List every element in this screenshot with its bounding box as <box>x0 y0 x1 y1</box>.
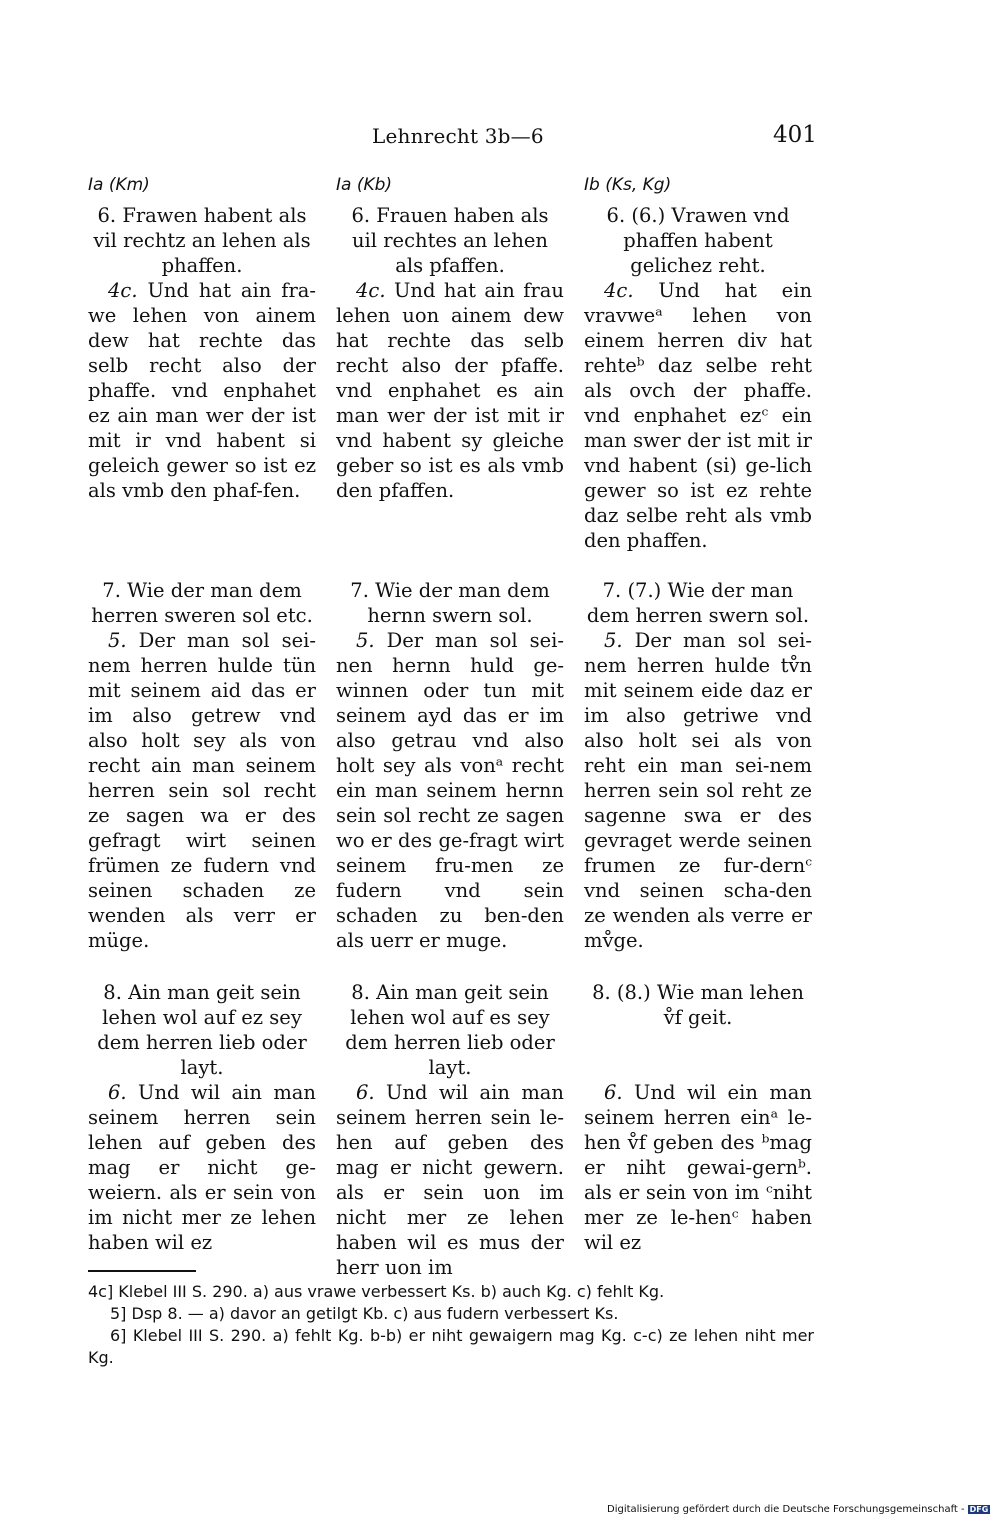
paragraph-body: Der man sol sei-nem herren hulde tv̊n mit seinem eide daz er im also getriwe vnd also holt sei als von reht ein man sei-nem herren sein sol reht ze sagenne swa er des gevraget werde seinen frumen ze fur-dernᶜ vnd seinen scha-den ze wenden als verre er mv̊ge. <box>584 629 812 952</box>
section-text <box>584 628 812 953</box>
paragraph-body: Und hat ein vravweᵃ lehen von einem herren div hat rehteᵇ daz selbe reht als ovch der phaffe. vnd enphahet ezᶜ ein man swer der ist mit ir vnd habent (si) ge-lich gewer so ist ez rehte daz selbe reht als vmb den phaffen. <box>584 279 813 552</box>
section-text <box>584 278 812 553</box>
footnotes <box>88 1281 814 1369</box>
paragraph-number: 6. <box>108 1081 127 1104</box>
section-7 <box>88 578 316 953</box>
column-siglum: Ia (Kb) <box>336 175 393 195</box>
header-title: Lehnrecht 3b—6 <box>372 124 544 148</box>
section-heading: 6. (6.) Vrawen vnd phaffen habent gelichez reht. <box>606 204 790 277</box>
paragraph-body: Und hat ain frau lehen uon ainem dew hat rechte das selb recht also der pfaffe. vnd enphahet es ain man wer der ist mit ir vnd habent sy gleiche geber so ist es als vmb den pfaffen. <box>336 279 564 502</box>
section-heading: 7. (7.) Wie der man dem herren swern sol. <box>586 579 810 627</box>
section-8 <box>336 980 564 1280</box>
section-heading: 7. Wie der man dem herren sweren sol etc. <box>91 579 313 627</box>
paragraph-number: 4c. <box>356 279 386 302</box>
section-heading: 6. Frauen haben als uil rechtes an lehen als pfaffen. <box>351 204 549 277</box>
section-heading: 8. (8.) Wie man lehen v̊f geit. <box>592 981 804 1029</box>
footnote: 6] Klebel III S. 290. a) fehlt Kg. b-b) er niht gewaigern mag Kg. c-c) ze lehen niht mer Kg. <box>88 1326 814 1367</box>
credit-text: Digitalisierung gefördert durch die Deutsche Forschungsgemeinschaft - <box>607 1504 965 1515</box>
paragraph-body: Der man sol sei-nem herren hulde tün mit seinem aid das er im also getrew vnd also holt sey als von recht ain man seinem herren sein sol recht ze sagen wa er des gefragt wirt seinen frümen ze fudern vnd seinen schaden ze wenden als verr er müge. <box>88 629 316 952</box>
section-8 <box>584 980 812 1255</box>
section-6 <box>336 203 564 503</box>
section-6 <box>88 203 316 503</box>
paragraph-number: 4c. <box>604 279 634 302</box>
section-6 <box>584 203 812 553</box>
paragraph-body: Und hat ain fra-we lehen von ainem dew hat rechte das selb recht also der phaffe. vnd enphahet ez ain man wer der ist mit ir vnd habent si geleich gewer so ist ez als vmb den phaf-fen. <box>88 279 316 502</box>
column-siglum: Ia (Km) <box>88 175 150 195</box>
paragraph-body: Der man sol sei-nen hernn huld ge-winnen oder tun mit seinem ayd das er im also getrau vnd also holt sey als vonᵃ recht ein man seinem hernn sein sol recht ze sagen wo er des ge-fragt wirt seinem fru-men ze fudern vnd sein schaden zu ben-den als uerr er muge. <box>336 629 564 952</box>
paragraph-body: Und wil ain man seinem herren sein le-hen auf geben des mag er nicht gewern. als er sein uon im nicht mer ze lehen haben wil es mus der herr uon im <box>336 1081 564 1279</box>
section-8 <box>88 980 316 1255</box>
section-text <box>88 278 316 503</box>
footnote: 4c] Klebel III S. 290. a) aus vrawe verbessert Ks. b) auch Kg. c) fehlt Kg. <box>88 1282 665 1301</box>
section-text <box>336 628 564 953</box>
digitization-credit <box>607 1504 990 1515</box>
footnote-rule <box>88 1270 196 1272</box>
section-heading: 7. Wie der man dem hernn swern sol. <box>350 579 550 627</box>
paragraph-body: Und wil ain man seinem herren sein lehen auf geben des mag er nicht ge-weiern. als er sein von im nicht mer ze lehen haben wil ez <box>88 1081 316 1254</box>
dfg-logo: DFG <box>969 1505 989 1514</box>
paragraph-body: Und wil ein man seinem herren einᵃ le-hen v̊f geben des ᵇmag er niht gewai-gernᵇ. als er sein von im ᶜniht mer ze le-henᶜ haben wil ez <box>584 1081 812 1254</box>
page-number: 401 <box>773 122 817 148</box>
section-text <box>336 1080 564 1280</box>
paragraph-number: 5. <box>604 629 623 652</box>
section-7 <box>336 578 564 953</box>
section-text <box>584 1080 812 1255</box>
section-7 <box>584 578 812 953</box>
section-heading: 6. Frawen habent als vil rechtz an lehen als phaffen. <box>93 204 311 277</box>
paragraph-number: 4c. <box>108 279 138 302</box>
paragraph-number: 5. <box>356 629 375 652</box>
column-siglum: Ib (Ks, Kg) <box>584 175 672 195</box>
section-text <box>88 628 316 953</box>
paragraph-number: 5. <box>108 629 127 652</box>
section-heading: 8. Ain man geit sein lehen wol auf ez sey dem herren lieb oder layt. <box>97 981 307 1079</box>
section-heading: 8. Ain man geit sein lehen wol auf es sey dem herren lieb oder layt. <box>345 981 555 1079</box>
paragraph-number: 6. <box>604 1081 623 1104</box>
section-text <box>88 1080 316 1255</box>
section-text <box>336 278 564 503</box>
footnote: 5] Dsp 8. — a) davor an getilgt Kb. c) aus fudern verbessert Ks. <box>110 1304 619 1323</box>
paragraph-number: 6. <box>356 1081 375 1104</box>
